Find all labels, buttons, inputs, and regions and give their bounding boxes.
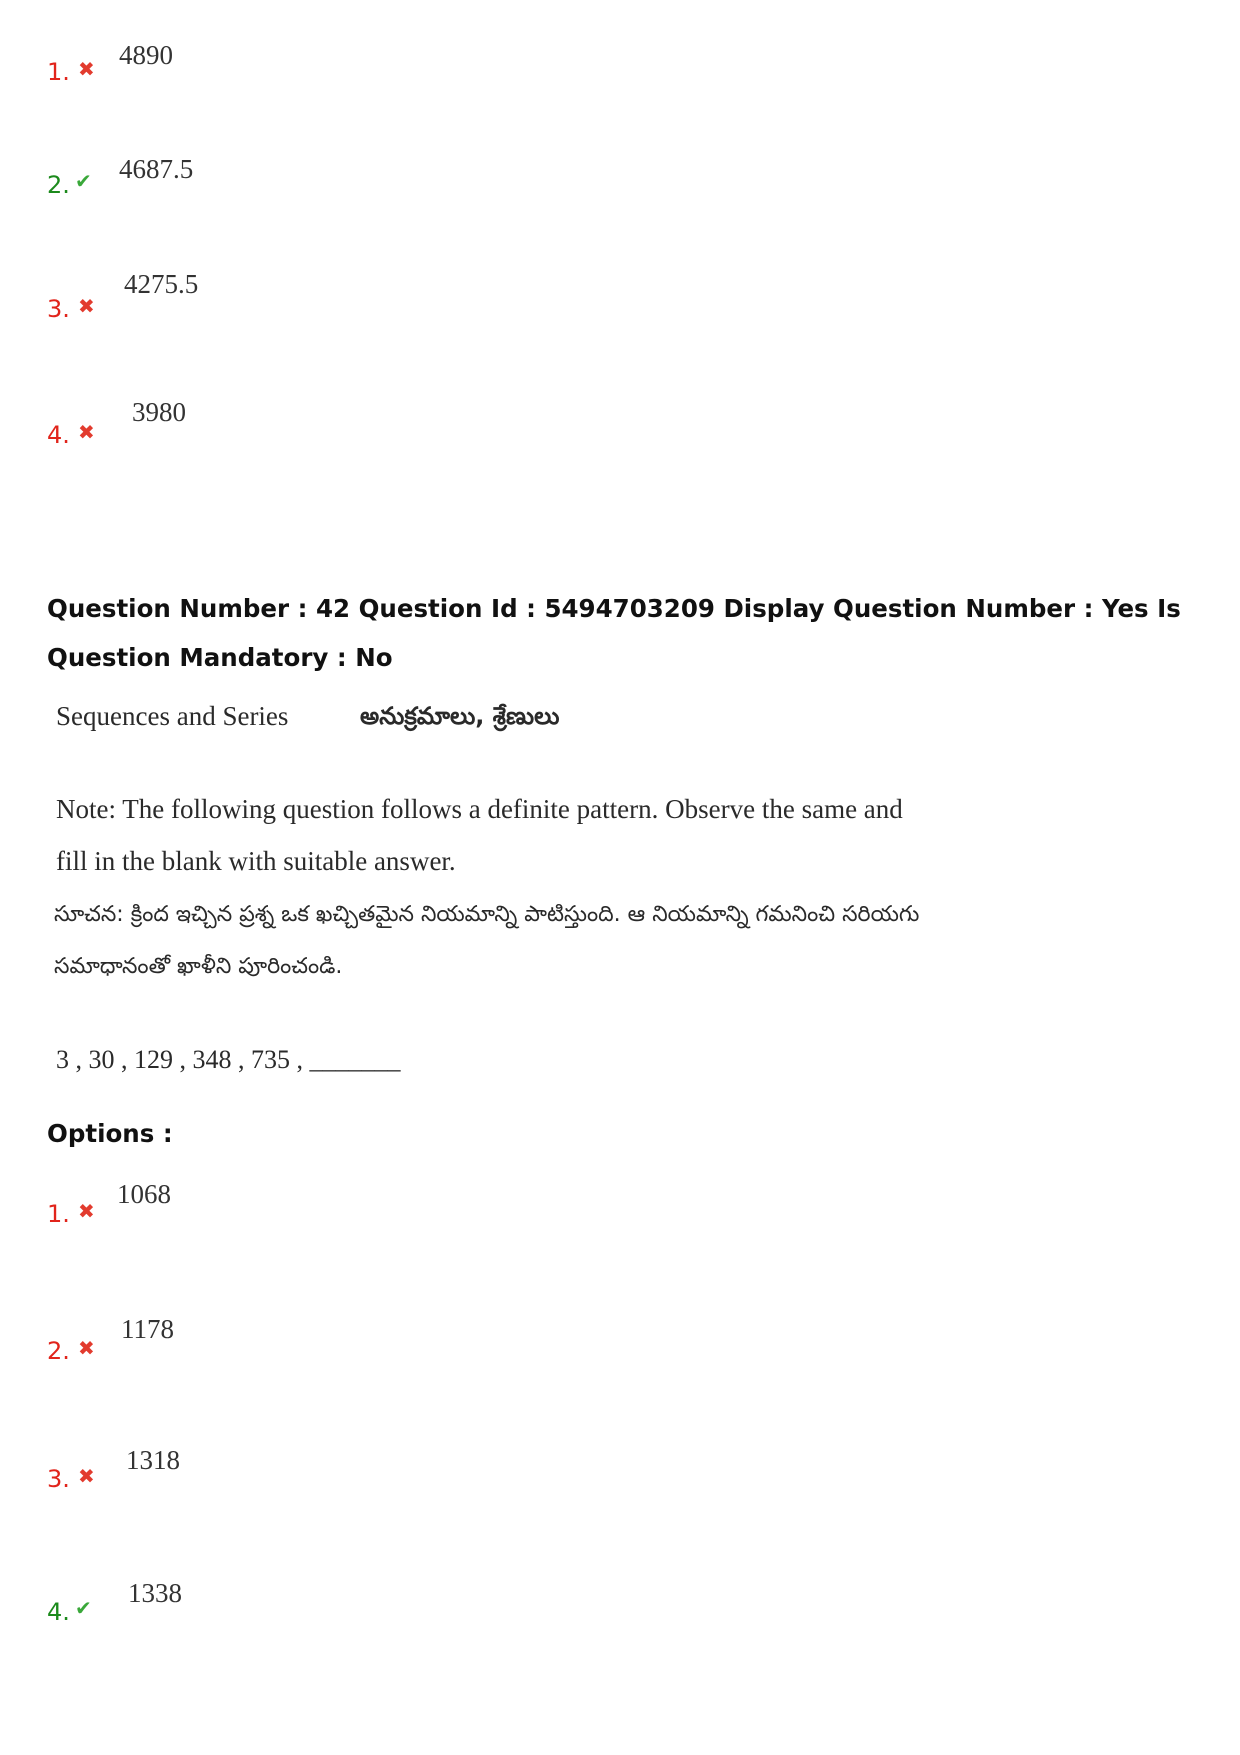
- option-number: 3.: [47, 295, 70, 323]
- option-number: 2.: [47, 1337, 70, 1365]
- option-number: 4.: [47, 1598, 70, 1626]
- option-number: 1.: [47, 58, 70, 86]
- cross-icon: ✖: [78, 1199, 95, 1223]
- option-number: 3.: [47, 1465, 70, 1493]
- cross-icon: ✖: [78, 420, 95, 444]
- check-icon: ✔: [75, 169, 92, 193]
- option-value: 1178: [121, 1314, 174, 1344]
- sequence: 3 , 30 , 129 , 348 , 735 , _______: [56, 1045, 401, 1074]
- option-number: 1.: [47, 1200, 70, 1228]
- note-telugu: సూచన: క్రింద ఇచ్చిన ప్రశ్న ఒక ఖచ్చితమైన నియమాన్ని పాటిస్తుంది. ఆ నియమాన్ని గమనించి సరియగు సమాధానంతో ఖాళీని పూరించండి.: [54, 902, 920, 979]
- check-icon: ✔: [75, 1596, 92, 1620]
- options-label: Options :: [47, 1119, 173, 1148]
- question-header: Question Number : 42 Question Id : 5494703209 Display Question Number : Yes Is Question Mandatory : No: [47, 594, 1181, 672]
- option-value: 1338: [128, 1578, 182, 1608]
- cross-icon: ✖: [78, 294, 95, 318]
- cross-icon: ✖: [78, 1464, 95, 1488]
- option-number: 2.: [47, 171, 70, 199]
- option-value: 3980: [132, 397, 186, 427]
- option-value: 4890: [119, 40, 173, 70]
- cross-icon: ✖: [78, 1336, 95, 1360]
- note-english: Note: The following question follows a definite pattern. Observe the same and fill in the blank with suitable answer.: [56, 794, 903, 876]
- option-value: 4275.5: [124, 269, 199, 299]
- option-value: 4687.5: [119, 154, 194, 184]
- topic-telugu: అనుక్రమాలు, శ్రేణులు: [360, 702, 560, 730]
- option-value: 1318: [126, 1445, 180, 1475]
- cross-icon: ✖: [78, 57, 95, 81]
- topic-english: Sequences and Series: [56, 701, 289, 731]
- option-value: 1068: [117, 1179, 171, 1209]
- option-number: 4.: [47, 421, 70, 449]
